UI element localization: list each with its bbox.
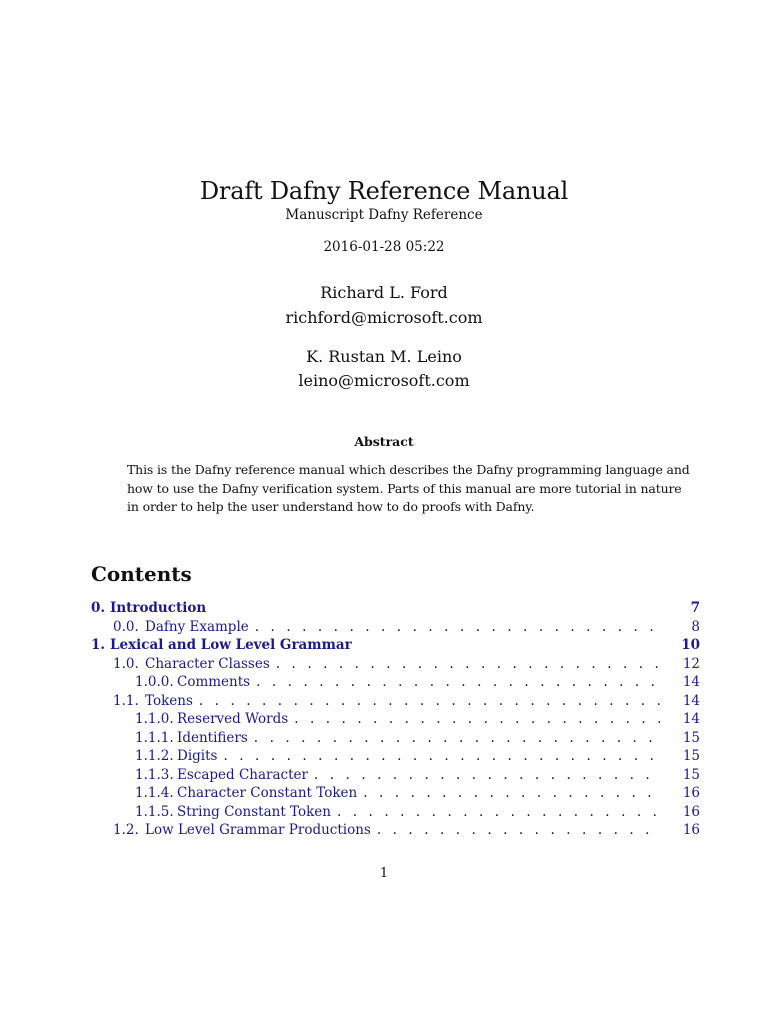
- toc-leader-dots: [294, 710, 660, 729]
- toc-entry[interactable]: [135, 747, 700, 766]
- toc-leader-dots: [377, 821, 660, 840]
- toc-entry-number: 1.0.: [113, 655, 139, 672]
- toc-entry-page[interactable]: 15: [682, 766, 700, 783]
- toc-entry-number: 1.0.0.: [135, 674, 174, 690]
- toc-entry-number: 1.1.: [113, 692, 139, 709]
- toc-entry-title: Reserved Words: [177, 711, 289, 727]
- toc-leader-dots: [363, 784, 660, 803]
- toc-entry-title: Digits: [177, 748, 218, 764]
- toc-entry-label[interactable]: [135, 766, 308, 785]
- author-email: richford@microsoft.com: [285, 308, 483, 327]
- toc-leader-dots: [255, 618, 660, 637]
- toc-entry-page[interactable]: 14: [682, 674, 700, 690]
- toc-entry-label[interactable]: [91, 599, 206, 618]
- toc-entry[interactable]: [113, 618, 700, 637]
- toc-entry-page[interactable]: 8: [691, 618, 700, 635]
- toc-entry-page[interactable]: 15: [682, 748, 700, 764]
- abstract-line: This is the Dafny reference manual which describes the Dafny programming language and: [127, 462, 690, 477]
- toc-entry-label[interactable]: [113, 618, 249, 637]
- toc-entry[interactable]: [113, 821, 700, 840]
- abstract-heading: Abstract: [354, 434, 414, 449]
- toc-entry-title: Dafny Example: [145, 618, 249, 635]
- document-date: 2016-01-28 05:22: [323, 239, 445, 255]
- toc-entry-page[interactable]: 10: [681, 637, 700, 653]
- toc-entry-page[interactable]: 14: [682, 692, 700, 709]
- toc-entry-label[interactable]: [135, 803, 331, 822]
- toc-leader-dots: [223, 747, 660, 766]
- toc-entry-number: 0.: [91, 600, 106, 616]
- toc-entry-number: 0.0.: [113, 618, 139, 635]
- author-email: leino@microsoft.com: [298, 371, 470, 390]
- toc-entry-label[interactable]: [135, 729, 248, 748]
- toc-entry[interactable]: [135, 803, 700, 822]
- toc-leader-dots: [199, 692, 660, 711]
- toc-entry-title: Character Constant Token: [177, 785, 358, 801]
- author-name: K. Rustan M. Leino: [306, 347, 462, 366]
- toc-entry[interactable]: [135, 784, 700, 803]
- contents-heading: Contents: [91, 562, 192, 586]
- document-subtitle: Manuscript Dafny Reference: [285, 207, 483, 223]
- toc-entry-title: Character Classes: [145, 655, 270, 672]
- toc-leader-dots: [314, 766, 660, 785]
- author-name: Richard L. Ford: [320, 283, 448, 302]
- toc-entry-title: Low Level Grammar Productions: [145, 822, 371, 838]
- toc-entry-title: Tokens: [145, 692, 193, 709]
- toc-entry-number: 1.1.1.: [135, 729, 174, 746]
- toc-leader-dots: [276, 655, 660, 674]
- toc-entry-page[interactable]: 14: [682, 711, 700, 727]
- toc-entry[interactable]: [135, 710, 700, 729]
- toc-entry-title: Introduction: [110, 600, 207, 616]
- toc-entry[interactable]: [91, 599, 700, 618]
- abstract-line: how to use the Dafny verification system. Parts of this manual are more tutorial in nature: [127, 480, 682, 496]
- toc-entry-title: Escaped Character: [177, 766, 308, 783]
- toc-entry[interactable]: [113, 692, 700, 711]
- toc-leader-dots: [254, 729, 660, 748]
- toc-entry-page[interactable]: 7: [690, 600, 700, 616]
- toc-entry[interactable]: [135, 729, 700, 748]
- abstract-body: [127, 461, 690, 517]
- toc-entry-page[interactable]: 16: [682, 803, 700, 820]
- toc-entry-number: 1.1.0.: [135, 711, 174, 727]
- toc-entry-label[interactable]: [113, 692, 193, 711]
- toc-entry-page[interactable]: 15: [682, 729, 700, 746]
- abstract-line: in order to help the user understand how to do proofs with Dafny.: [127, 499, 535, 514]
- toc-entry-label[interactable]: [113, 655, 270, 674]
- document-title: Draft Dafny Reference Manual: [199, 177, 569, 205]
- toc-entry-number: 1.1.4.: [135, 785, 174, 801]
- toc-entry-label[interactable]: [91, 636, 352, 655]
- toc-entry-title: String Constant Token: [177, 803, 331, 820]
- toc-entry[interactable]: [135, 766, 700, 785]
- toc-entry-page[interactable]: 12: [682, 655, 700, 672]
- toc-entry-title: Comments: [177, 674, 251, 690]
- toc-entry-number: 1.1.3.: [135, 766, 174, 783]
- toc-entry-label[interactable]: [135, 710, 288, 729]
- toc-entry-page[interactable]: 16: [682, 822, 700, 838]
- toc-entry-label[interactable]: [135, 673, 250, 692]
- page-number: 1: [379, 866, 389, 881]
- toc-entry-number: 1.1.5.: [135, 803, 174, 820]
- toc-entry[interactable]: [135, 673, 700, 692]
- toc-leader-dots: [337, 803, 660, 822]
- toc-entry-title: Identifiers: [177, 729, 248, 746]
- toc-entry[interactable]: [113, 655, 700, 674]
- toc-entry-number: 1.: [91, 637, 106, 653]
- toc-entry-label[interactable]: [113, 821, 371, 840]
- toc-entry-label[interactable]: [135, 784, 357, 803]
- toc-entry-page[interactable]: 16: [682, 785, 700, 801]
- toc-entry-number: 1.2.: [113, 822, 139, 838]
- toc-entry-title: Lexical and Low Level Grammar: [110, 637, 352, 653]
- toc-leader-dots: [256, 673, 660, 692]
- toc-entry[interactable]: [91, 636, 700, 655]
- toc-entry-label[interactable]: [135, 747, 217, 766]
- toc-entry-number: 1.1.2.: [135, 748, 174, 764]
